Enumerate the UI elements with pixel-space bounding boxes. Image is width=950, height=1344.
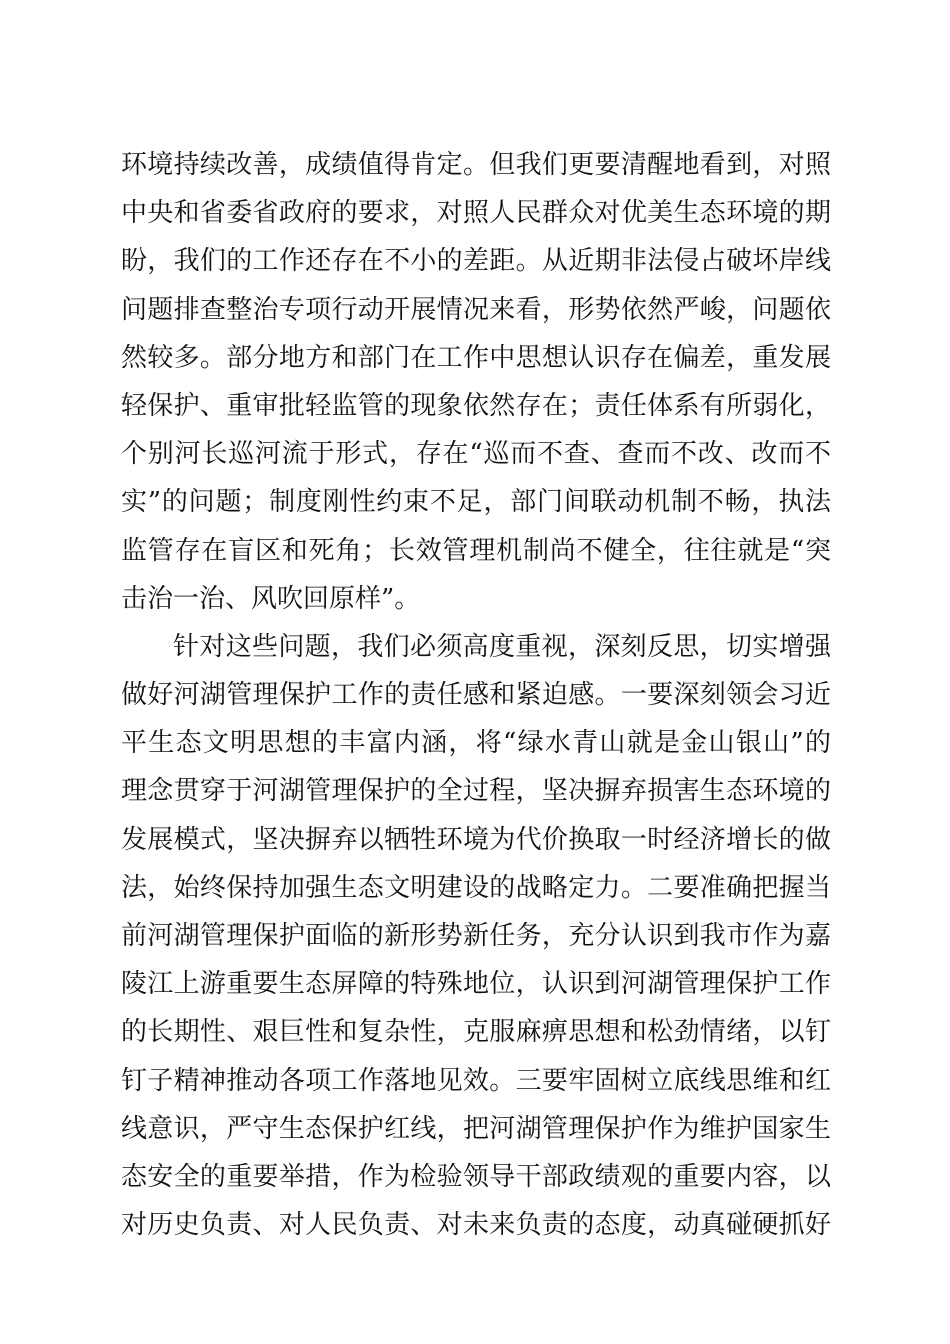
paragraph-2-line-3: 平生态文明思想的丰富内涵，将“绿水青山就是金山银山”的 <box>121 728 831 759</box>
paragraph-1-line-1: 环境持续改善，成绩值得肯定。但我们更要清醒地看到，对照 <box>121 150 831 180</box>
paragraph-2-line-1: 针对这些问题，我们必须高度重视，深刻反思，切实增强 <box>173 631 831 662</box>
paragraph-1-line-3: 盼，我们的工作还存在不小的差距。从近期非法侵占破坏岸线 <box>121 246 831 277</box>
paragraph-1-line-4: 问题排查整治专项行动开展情况来看，形势依然严峻，问题依 <box>121 294 831 325</box>
paragraph-1-line-7: 个别河长巡河流于形式，存在“巡而不查、查而不改、改而不 <box>121 439 831 470</box>
paragraph-2-line-10: 钉子精神推动各项工作落地见效。三要牢固树立底线思维和红 <box>121 1065 831 1096</box>
paragraph-2-line-7: 前河湖管理保护面临的新形势新任务，充分认识到我市作为嘉 <box>121 921 831 951</box>
paragraph-2-line-6: 法，始终保持加强生态文明建设的战略定力。二要准确把握当 <box>121 872 831 903</box>
paragraph-2-line-8: 陵江上游重要生态屏障的特殊地位，认识到河湖管理保护工作 <box>121 969 831 1000</box>
paragraph-2-line-4: 理念贯穿于河湖管理保护的全过程，坚决摒弃损害生态环境的 <box>121 776 831 807</box>
document-body <box>121 141 831 1249</box>
paragraph-1-line-8: 实”的问题；制度刚性约束不足，部门间联动机制不畅，执法 <box>121 487 831 518</box>
paragraph-2-line-9: 的长期性、艰巨性和复杂性，克服麻痹思想和松劲情绪，以钉 <box>121 1017 831 1048</box>
paragraph-1-line-2: 中央和省委省政府的要求，对照人民群众对优美生态环境的期 <box>121 198 831 229</box>
paragraph-1-line-9: 监管存在盲区和死角；长效管理机制尚不健全，往往就是“突 <box>121 535 831 566</box>
paragraph-1-line-10: 击治一治、风吹回原样”。 <box>121 583 421 614</box>
paragraph-1-line-6: 轻保护、重审批轻监管的现象依然存在；责任体系有所弱化， <box>121 390 831 421</box>
paragraph-2-line-11: 线意识，严守生态保护红线，把河湖管理保护作为维护国家生 <box>121 1113 831 1144</box>
paragraph-1-line-5: 然较多。部分地方和部门在工作中思想认识存在偏差，重发展 <box>121 342 831 373</box>
paragraph-2-line-5: 发展模式，坚决摒弃以牺牲环境为代价换取一时经济增长的做 <box>121 824 831 855</box>
paragraph-2-line-13: 对历史负责、对人民负责、对未来负责的态度，动真碰硬抓好 <box>121 1210 831 1241</box>
paragraph-2-line-2: 做好河湖管理保护工作的责任感和紧迫感。一要深刻领会习近 <box>121 680 831 711</box>
paragraph-2-line-12: 态安全的重要举措，作为检验领导干部政绩观的重要内容，以 <box>121 1161 831 1192</box>
